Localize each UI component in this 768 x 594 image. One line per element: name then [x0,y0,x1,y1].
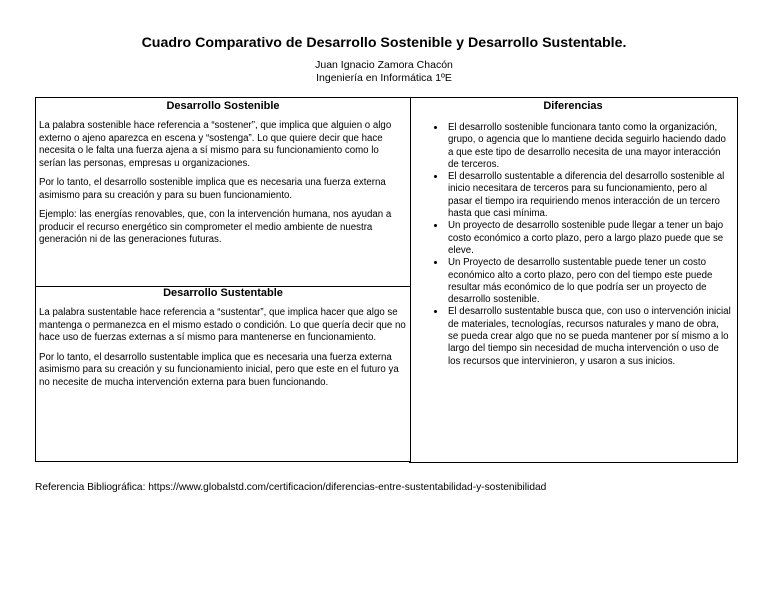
body-sostenible [36,120,410,247]
document-title: Cuadro Comparativo de Desarrollo Sostenible y Desarrollo Sustentable. [141,35,627,51]
list-item: • El desarrollo sustentable a diferencia del desarrollo sostenible al inicio necesitara de terceros para su funcionamiento, pero al pasar el tiempo ira requiriendo menos interacción de un tercero hasta que casi mínima. [446,171,731,220]
sustentable-paragraph: Por lo tanto, el desarrollo sustentable implica que es necesaria una fuerza externa asimismo para su creación y su funcionamiento inicial, pero que este en el futuro ya no necesite de mucha intervención externa para buen funcionando. [39,351,399,388]
bibliographic-reference: Referencia Bibliográfica: https://www.globalstd.com/certificacion/diferencias-entre-sustentabilidad-y-sostenibilidad [35,482,547,493]
heading-sostenible: Desarrollo Sostenible [166,100,280,112]
sostenible-paragraph: La palabra sostenible hace referencia a “sostener”, que implica que alguien o algo externo o ajeno aparezca en escena y “sostenga”. Lo que quiere decir que hace necesita o le falta una fuerza ajena a sí mismo para su funcionamiento como lo serían las personas, empresas u organizaciones. [39,120,392,169]
list-item: • Un Proyecto de desarrollo sustentable puede tener un costo económico alto a corto plazo, pero con del tiempo este puede resultar más económico de lo que podría ser un proyecto de desarrollo sostenible. [446,257,731,306]
body-sustentable [36,307,410,389]
cell-sustentable [35,285,411,462]
sostenible-paragraph: Por lo tanto, el desarrollo sostenible implica que es necesaria una fuerza externa asimismo para su creación y para su buen funcionamiento. [39,177,386,201]
heading-diferencias: Diferencias [543,100,603,112]
cell-sostenible [35,97,411,287]
sostenible-paragraph: Ejemplo: las energías renovables, que, con la intervención humana, nos ayudan a producir el recurso energético sin comprometer el medio ambiente de nuestra generación ni de las generaciones futuras. [39,209,392,245]
author-program: Ingeniería en Informática 1ºE [316,71,452,84]
list-item: • Un proyecto de desarrollo sostenible pude llegar a tener un bajo costo económico a corto plazo, pero a largo plazo puede que se eleve. [446,220,731,257]
sustentable-paragraph: La palabra sustentable hace referencia a “sustentar”, que implica hacer que algo se mantenga o permanezca en el mismo estado o condición. Lo que quería decir que no hace uso de fuerzas externas a sí mismo para mantenerse en funcionamiento. [39,307,406,343]
list-item: • El desarrollo sustentable busca que, con uso o intervención inicial de materiales, tecnologías, recursos naturales y mano de obra, se pueda crear algo que no se pueda mantener por sí mismo a lo largo del tiempo sin necesidad de mucha intervención o uso de los recursos que intervinieron, y usaron a sus inicios. [446,306,731,367]
heading-sustentable: Desarrollo Sustentable [163,287,283,299]
diferencias-list [409,122,737,368]
author-block [0,59,768,84]
cell-diferencias [409,97,738,463]
author-name: Juan Ignacio Zamora Chacón [315,59,453,71]
list-item: • El desarrollo sostenible funcionara tanto como la organización, grupo, o agencia que lo mantiene decida seguirlo haciendo dado a que este tipo de desarrollo necesita de una mayor interacción de terceros. [446,122,731,171]
